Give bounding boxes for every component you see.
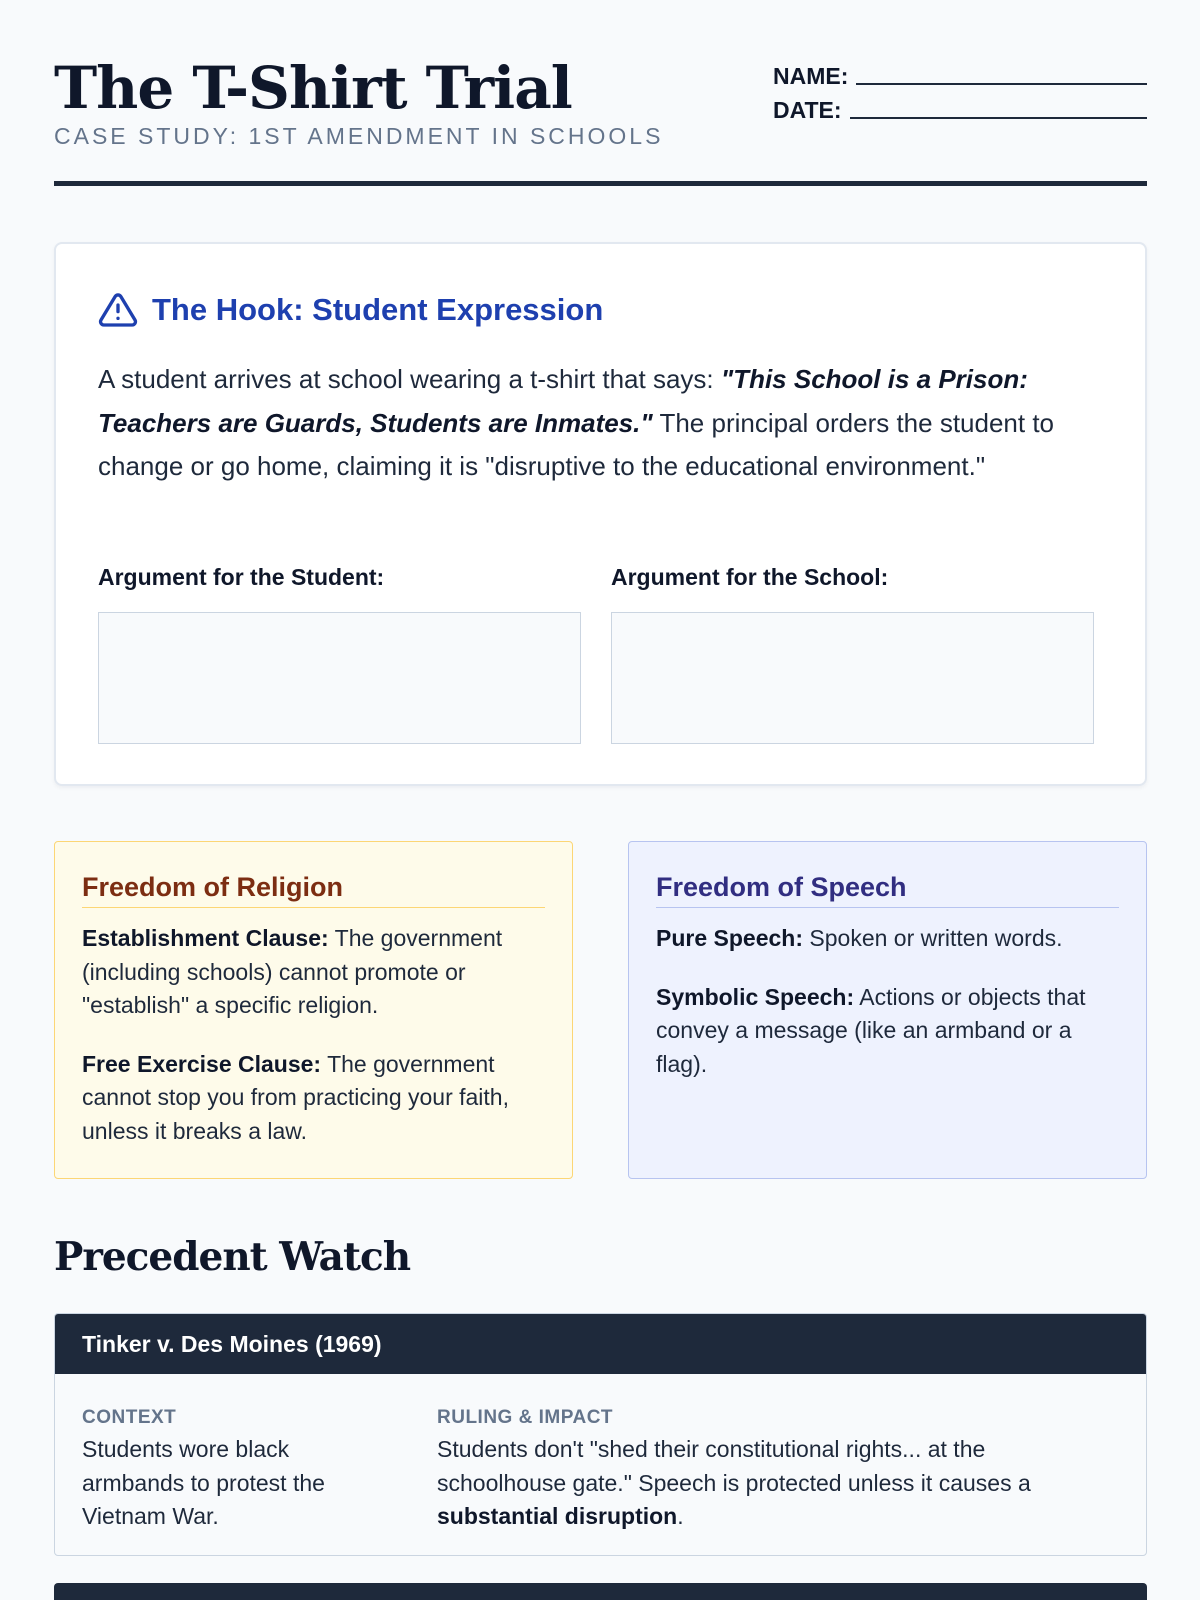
student-argument-label: Argument for the Student: (98, 564, 385, 590)
name-label: NAME: (773, 63, 849, 89)
case-context (82, 1407, 372, 1534)
name-line[interactable] (856, 83, 1147, 85)
worksheet-page (54, 0, 1147, 1529)
school-argument-box[interactable] (611, 612, 1094, 744)
pure-speech (656, 922, 1119, 956)
date-line[interactable] (850, 117, 1147, 119)
free-exercise-term: Free Exercise Clause: (82, 1050, 322, 1077)
name-field[interactable] (773, 56, 1147, 90)
ruling-text-end: . (677, 1503, 684, 1529)
date-label: DATE: (773, 97, 842, 123)
case-ruling (437, 1407, 1107, 1534)
free-exercise-clause (82, 1048, 545, 1149)
ruling-text-bold: substantial disruption (437, 1503, 678, 1529)
religion-title: Freedom of Religion (82, 872, 545, 908)
case-name: Tinker v. Des Moines (1969) (55, 1314, 1146, 1374)
student-argument-box[interactable] (98, 612, 581, 744)
hook-text-before: A student arrives at school wearing a t-shirt that says: (98, 364, 721, 394)
next-case-card-header (54, 1583, 1147, 1600)
school-argument-label: Argument for the School: (611, 564, 889, 590)
student-info-fields (773, 56, 1147, 124)
speech-title: Freedom of Speech (656, 872, 1119, 908)
precedent-watch-title: Precedent Watch (54, 1234, 411, 1280)
case-card-tinker (54, 1313, 1147, 1556)
symbolic-speech-term: Symbolic Speech: (656, 983, 855, 1010)
page-subtitle: CASE STUDY: 1ST AMENDMENT IN SCHOOLS (54, 123, 664, 149)
context-label: CONTEXT (82, 1407, 177, 1428)
speech-card (628, 841, 1147, 1179)
pure-speech-text: Spoken or written words. (803, 925, 1063, 951)
symbolic-speech-text: Actions or objects that convey a message (like an armband or a flag). (656, 983, 1086, 1077)
hook-title: The Hook: Student Expression (152, 292, 604, 327)
worksheet-header (54, 0, 1147, 186)
ruling-label: RULING & IMPACT (437, 1407, 614, 1428)
religion-card (54, 841, 573, 1179)
context-text: Students wore black armbands to protest the Vietnam War. (82, 1436, 325, 1529)
ruling-text-main: Students don't "shed their constitutional rights... at the schoolhouse gate." Speech is protected unless it causes a (437, 1436, 1031, 1496)
hook-text-after: The principal orders the student to change or go home, claiming it is "disruptive to the educational environment." (98, 407, 1055, 481)
establishment-term: Establishment Clause: (82, 925, 329, 951)
hook-card (54, 242, 1147, 786)
establishment-text: The government (including schools) cannot promote or "establish" a specific religion. (82, 925, 503, 1018)
ruling-text (437, 1433, 1107, 1534)
establishment-clause (82, 922, 545, 1023)
symbolic-speech (656, 981, 1119, 1082)
hook-heading (98, 290, 603, 330)
hook-scenario (98, 358, 1108, 489)
date-field[interactable] (773, 90, 1147, 124)
page-title: The T-Shirt Trial (54, 54, 572, 122)
warning-triangle-icon (98, 290, 138, 330)
pure-speech-term: Pure Speech: (656, 925, 803, 951)
free-exercise-text: The government cannot stop you from practicing your faith, unless it breaks a law. (82, 1050, 509, 1144)
tshirt-quote: "This School is a Prison: Teachers are Guards, Students are Inmates." (98, 364, 1028, 438)
